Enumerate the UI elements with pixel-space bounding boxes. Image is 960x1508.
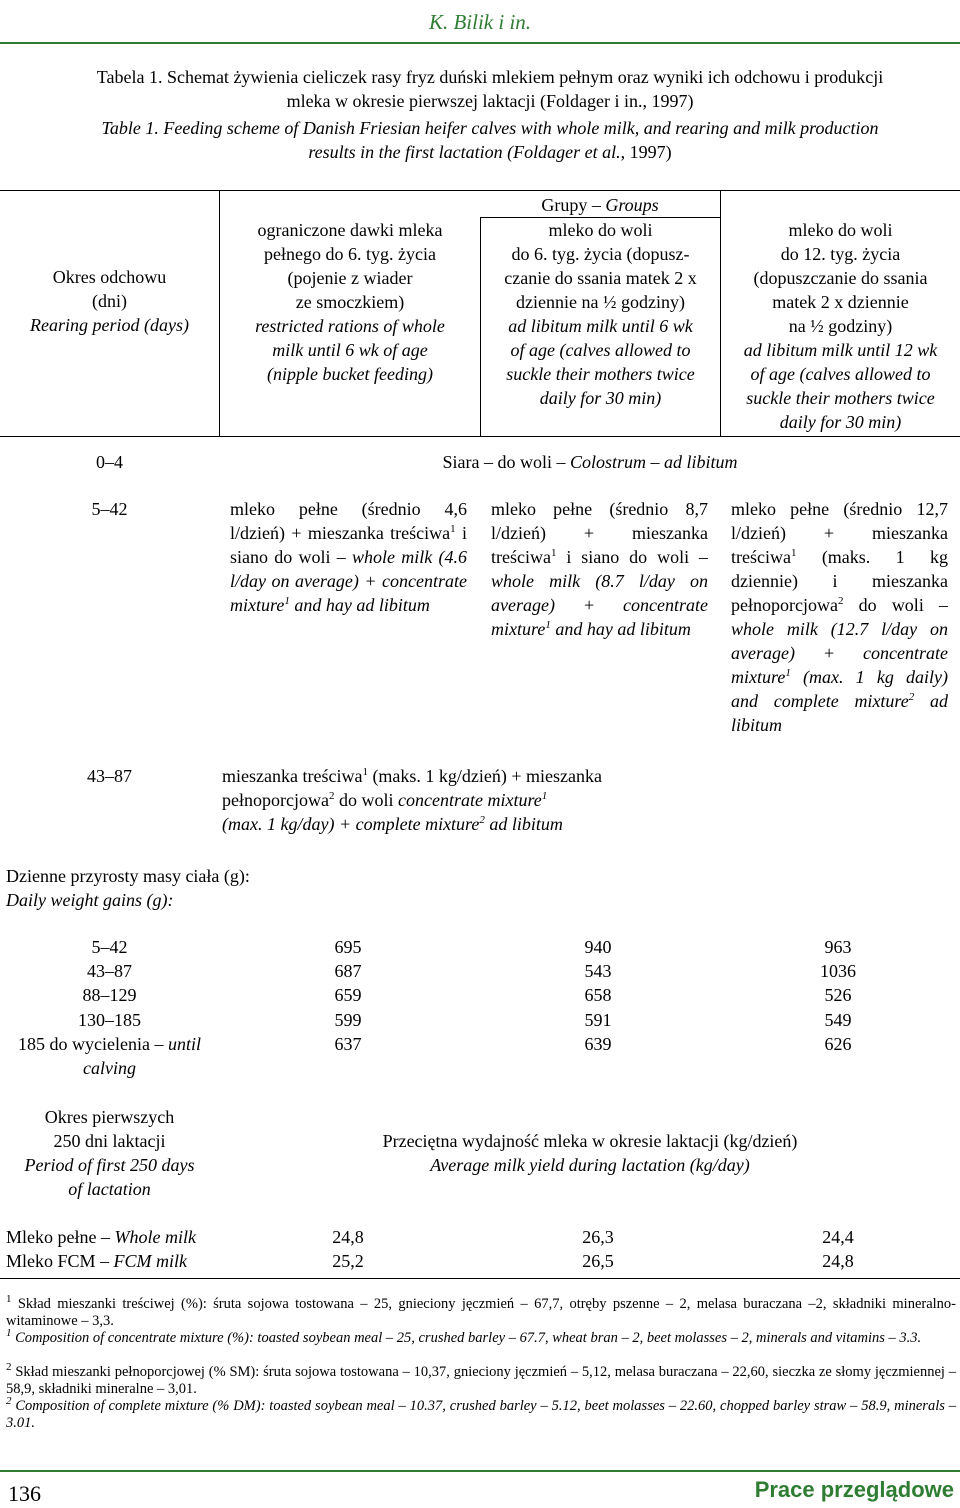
r43-sup2: 2 (328, 790, 335, 802)
row-0-4-pl: Siara – do woli – (442, 452, 570, 472)
caption-en-line1: Table 1. Feeding scheme of Danish Friesian heifer calves with whole milk, and rearing and milk production (101, 118, 879, 138)
lactation-period (0, 1105, 219, 1201)
g1-en2: and hay ad libitum (289, 595, 430, 615)
running-header: K. Bilik i in. (428, 10, 532, 34)
head-group-1 (220, 218, 480, 386)
r43-en-sup2: 2 (479, 814, 485, 826)
fn1-pl-text: Skład mieszanki treściwej (%): śruta sojowa tostowana – 25, gnieciony jęczmień – 67,7, otręby pszenne – 2, melasa buraczana –2, składniki mineralno-witaminowe – 3,3. (6, 1296, 956, 1329)
footnote-2-pl (6, 1361, 956, 1398)
g1-pl2: i siano do woli – (230, 523, 467, 567)
caption-en-line2-rest: , 1997) (620, 142, 672, 162)
g3-en: whole milk (12.7 l/day on average) + concentrate mixture (731, 619, 948, 687)
r43-en2: (max. 1 kg/day) + complete mixture (222, 814, 480, 834)
section-title: Prace przeglądowe (754, 1477, 954, 1502)
gains-period-3: 88–129 (82, 985, 137, 1005)
group2-en-3: suckle their mothers twice (506, 364, 695, 384)
r43-pl4: do woli (334, 790, 398, 810)
footer-rule (0, 1470, 960, 1472)
g3-en-sup: 1 (785, 667, 791, 679)
lact-2-label-en: FCM milk (113, 1251, 188, 1271)
g1-pl: mleko pełne (średnio 4,6 l/dzień) + mieszanka treściwa (230, 499, 467, 543)
row-0-4-en: Colostrum – ad libitum (569, 452, 738, 472)
fn1-sup: 1 (6, 1293, 12, 1306)
lactation-period-pl2: 250 dni laktacji (53, 1131, 166, 1151)
gains-4-g1: 599 (334, 1010, 362, 1030)
fn2-en-sup: 2 (6, 1395, 12, 1408)
head-groups (480, 193, 720, 217)
g2-pl: mleko pełne (średnio 8,7 l/dzień) + mieszanka treściwa (491, 499, 708, 567)
fn2-sup: 2 (6, 1361, 12, 1374)
group3-en-3: suckle their mothers twice (746, 388, 935, 408)
head-period (0, 265, 219, 337)
group1-en-1: restricted rations of whole (255, 316, 445, 336)
fn2-pl-text: Skład mieszanki pełnoporcjowej (% SM): śruta sojowa tostowana – 10,37, gnieciony jęczmień – 5,12, melasa buraczana – 22,60, sieczka ze słomy jęczmiennej – 58,9, składniki mineralne – 3,01. (6, 1364, 956, 1397)
footnote-1-pl (6, 1293, 956, 1330)
row-5-42-group-1 (230, 497, 467, 617)
gains-period-4: 130–185 (78, 1010, 141, 1030)
gains-label-en: Daily weight gains (g): (6, 890, 174, 910)
footnote-2-en (6, 1395, 957, 1432)
row-43-87-feeding (222, 764, 702, 836)
gains-period-5-pl: 185 do wycielenia – (18, 1034, 168, 1054)
row-0-4-feeding (220, 450, 960, 474)
group2-pl-3: czanie do ssania matek 2 x (504, 268, 697, 288)
g1-sup: 1 (450, 523, 456, 535)
r43-pl: mieszanka treściwa (222, 766, 363, 786)
caption-pl-line2: mleka w okresie pierwszej laktacji (Foldager i in., 1997) (286, 91, 694, 111)
fn2-en-text: Composition of complete mixture (% DM): toasted soybean meal – 10.37, crushed barley – 5.12, beet molasses – 22.60, chopped barley straw – 58.9, minerals – 3.01. (6, 1398, 957, 1431)
g3-sup: 1 (790, 547, 797, 559)
footnote-1-en (6, 1327, 956, 1347)
group3-pl-1: mleko do woli (788, 220, 893, 240)
group2-en-4: daily for 30 min) (539, 388, 662, 408)
row-43-87-line2 (222, 788, 702, 812)
g3-pl2: (maks. 1 kg dziennie) i mieszanka pełnoporcjowa (731, 547, 948, 615)
group3-pl-2: do 12. tyg. życia (780, 244, 901, 264)
g3-en2: (max. 1 kg daily) and complete mixture (731, 667, 948, 711)
lact-1-g3: 24,4 (822, 1227, 854, 1247)
r43-pl2: (maks. 1 kg/dzień) + mieszanka (367, 766, 603, 786)
g2-pl2: i siano do woli – (556, 547, 708, 567)
g1-en: whole milk (4.6 l/day on average) + concentrate mixture (230, 547, 468, 615)
gains-period-2: 43–87 (87, 961, 132, 981)
row-0-4-period: 0–4 (96, 452, 123, 472)
lact-2-g1: 25,2 (332, 1251, 364, 1271)
table-bottom-rule (0, 1278, 960, 1279)
gains-period-5-en2: calving (83, 1058, 136, 1078)
gains-2-g1: 687 (334, 961, 362, 981)
g2-en2: and hay ad libitum (550, 619, 691, 639)
g3-pl: mleko pełne (średnio 12,7 l/dzień) + mieszanka treściwa (731, 499, 948, 567)
group1-en-3: (nipple bucket feeding) (267, 364, 433, 384)
caption-en-line2 (40, 140, 940, 164)
r43-en: concentrate mixture (397, 790, 542, 810)
r43-en-sup1: 1 (541, 790, 548, 802)
g2-en-sup: 1 (545, 619, 551, 631)
gains-5-g1: 637 (334, 1034, 362, 1054)
head-period-en: Rearing period (days) (30, 315, 189, 335)
gains-1-g3: 963 (824, 937, 852, 957)
lactation-period-pl1: Okres pierwszych (44, 1107, 175, 1127)
lactation-yield-en: Average milk yield during lactation (kg/day) (430, 1155, 750, 1175)
r43-en3: ad libitum (484, 814, 563, 834)
lact-1-g2: 26,3 (582, 1227, 614, 1247)
header-rule (0, 42, 960, 44)
head-period-pl: Okres odchowu (52, 267, 167, 287)
group1-pl-4: ze smoczkiem) (295, 292, 405, 312)
lactation-row-2-label (6, 1249, 187, 1273)
r43-sup1: 1 (362, 766, 368, 778)
g1-en-sup: 1 (284, 595, 290, 607)
group2-pl-4: dziennie na ½ godziny) (516, 292, 685, 312)
g2-en: whole milk (8.7 l/day on average) + concentrate mixture (491, 571, 708, 639)
gains-5-g3: 626 (824, 1034, 852, 1054)
head-groups-pl: Grupy (541, 195, 588, 215)
gains-label-pl: Dzienne przyrosty masy ciała (g): (6, 866, 250, 886)
g3-en-sup2: 2 (908, 691, 915, 703)
page-number: 136 (8, 1481, 41, 1506)
gains-period-5-en1: until (167, 1034, 201, 1054)
caption-en-line2-italic: results in the first lactation (Foldager et al. (308, 142, 621, 162)
group3-pl-3: (dopuszczanie do ssania (753, 268, 928, 288)
fn1-en-text: Composition of concentrate mixture (%): toasted soybean meal – 25, crushed barley – 67.7, wheat bran – 2, beet molasses – 2, minerals and vitamins – 3.3. (15, 1330, 922, 1346)
gains-2-g2: 543 (584, 961, 612, 981)
group1-pl-1: ograniczone dawki mleka (257, 220, 443, 240)
g2-sup: 1 (550, 547, 557, 559)
row-43-87-line3 (222, 812, 702, 836)
caption-pl-line1: Tabela 1. Schemat żywienia cieliczek rasy fryz duński mlekiem pełnym oraz wyniki ich odchowu i produkcji (96, 67, 884, 87)
lactation-yield-pl: Przeciętna wydajność mleka w okresie laktacji (kg/dzień) (382, 1131, 798, 1151)
gains-2-g3: 1036 (820, 961, 856, 981)
row-43-87-line1 (222, 764, 702, 788)
group2-en-2: of age (calves allowed to (510, 340, 691, 360)
group3-en-2: of age (calves allowed to (750, 364, 931, 384)
lact-1-label-pl: Mleko pełne – (6, 1227, 115, 1247)
group2-pl-1: mleko do woli (548, 220, 653, 240)
row-5-42-group-3 (731, 497, 948, 737)
group1-en-2: milk until 6 wk of age (272, 340, 428, 360)
gains-4-g3: 549 (824, 1010, 852, 1030)
head-group-3 (721, 218, 960, 434)
lactation-period-en2: of lactation (68, 1179, 151, 1199)
group2-en-1: ad libitum milk until 6 wk (508, 316, 693, 336)
lact-1-g1: 24,8 (332, 1227, 364, 1247)
lact-2-g2: 26,5 (582, 1251, 614, 1271)
lact-1-label-en: Whole milk (114, 1227, 196, 1247)
group3-pl-4: matek 2 x dziennie (772, 292, 909, 312)
group3-pl-5: na ½ godziny) (788, 316, 893, 336)
gains-3-g1: 659 (334, 985, 362, 1005)
head-group-2 (481, 218, 720, 410)
row-5-42-period: 5–42 (91, 499, 128, 519)
head-groups-dash: – (587, 195, 606, 215)
gains-3-g2: 658 (584, 985, 612, 1005)
group2-pl-2: do 6. tyg. życia (dopusz- (511, 244, 690, 264)
row-43-87-period: 43–87 (87, 766, 132, 786)
lact-2-g3: 24,8 (822, 1251, 854, 1271)
head-groups-en: Groups (605, 195, 659, 215)
table-top-rule (0, 190, 960, 191)
gains-period-1: 5–42 (91, 937, 128, 957)
g3-pl3: do woli – (843, 595, 948, 615)
group1-pl-2: pełnego do 6. tyg. życia (264, 244, 436, 264)
gains-period-5 (0, 1032, 219, 1080)
fn1-en-sup: 1 (6, 1327, 12, 1340)
lactation-row-1-label (6, 1225, 196, 1249)
gains-1-g1: 695 (334, 937, 362, 957)
group3-en-4: daily for 30 min) (779, 412, 902, 432)
gains-1-g2: 940 (584, 937, 612, 957)
lact-2-label-pl: Mleko FCM – (6, 1251, 114, 1271)
group3-en-1: ad libitum milk until 12 wk (743, 340, 938, 360)
g3-sup2: 2 (837, 595, 844, 607)
gains-3-g3: 526 (824, 985, 852, 1005)
r43-pl3: pełnoporcjowa (222, 790, 329, 810)
table-head-bottom-rule (0, 436, 960, 437)
head-period-unit: (dni) (92, 291, 127, 311)
group1-pl-3: (pojenie z wiader (287, 268, 413, 288)
g3-en3: ad libitum (731, 691, 948, 735)
row-5-42-group-2 (491, 497, 708, 641)
lactation-period-en1: Period of first 250 days (24, 1155, 195, 1175)
gains-5-g2: 639 (584, 1034, 612, 1054)
gains-4-g2: 591 (584, 1010, 612, 1030)
